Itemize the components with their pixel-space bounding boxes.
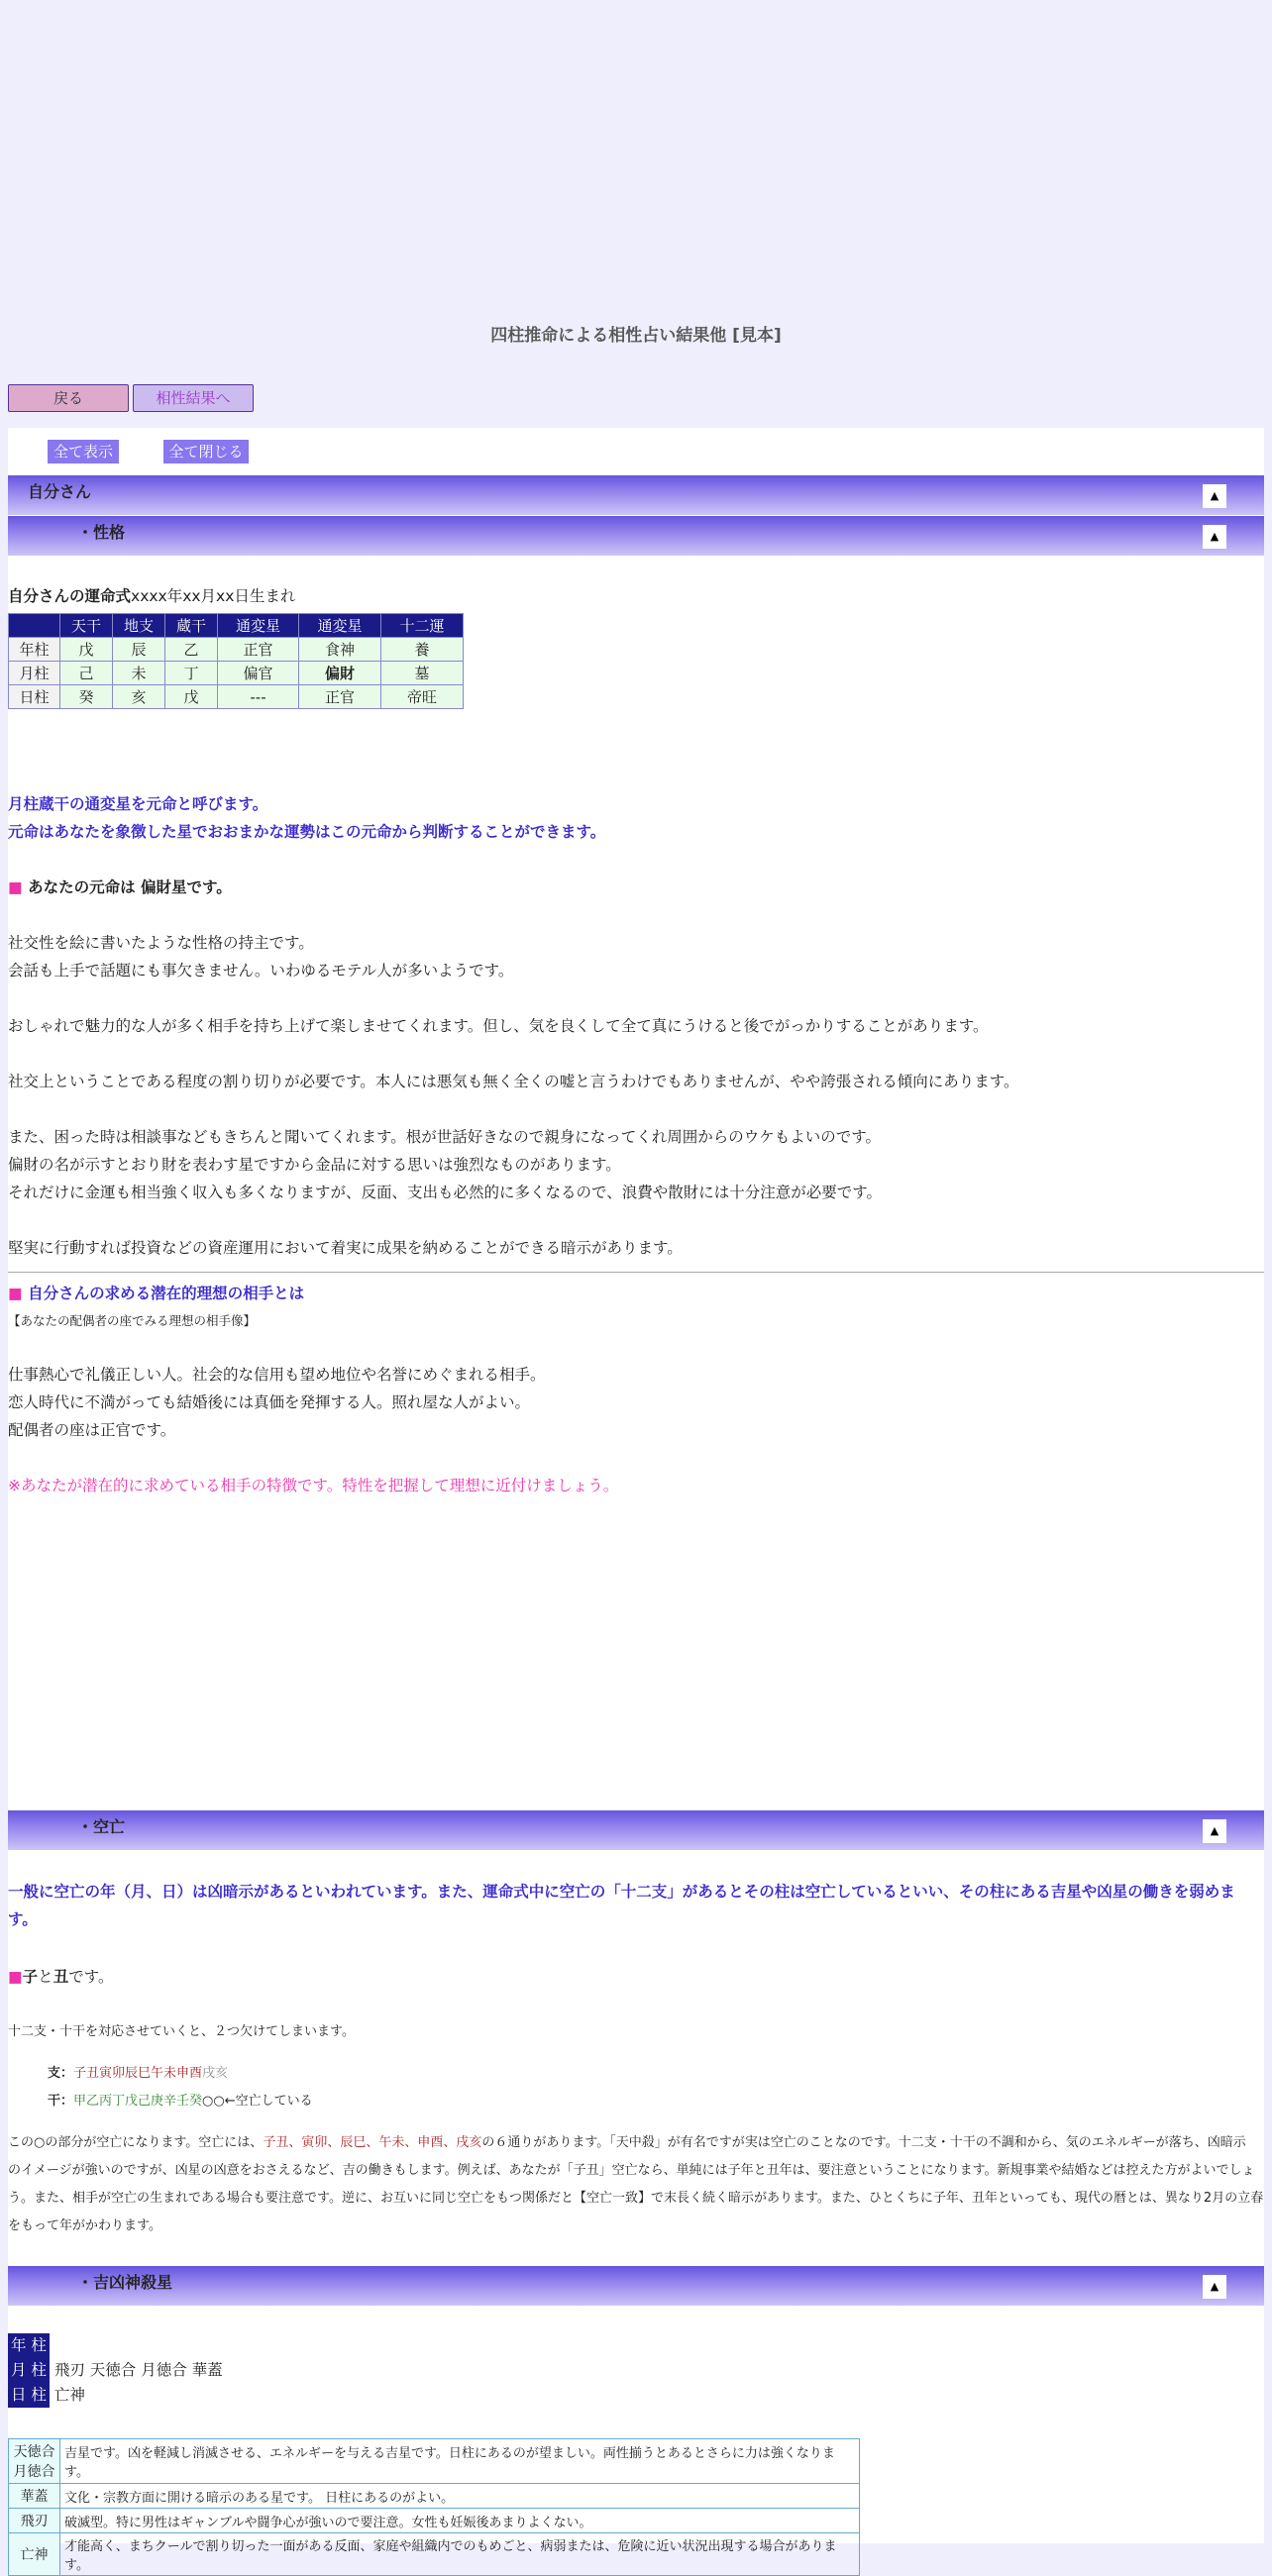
ideal-title <box>8 1280 304 1307</box>
genmei-suffix: です。 <box>186 878 232 896</box>
table-cell: 戊 <box>165 685 218 709</box>
table-cell: 未 <box>113 662 165 685</box>
pillar-row <box>8 2333 223 2358</box>
table-cell: --- <box>218 685 299 709</box>
shi-line <box>48 2060 228 2088</box>
bullet-icon: ■ <box>8 878 23 896</box>
table-cell: 癸 <box>60 685 113 709</box>
star-key: 飛刃 <box>9 2509 60 2533</box>
desc-text: の６通りがあります。「天中殺」が有名ですが実は空亡のことなのです。十二支・十干の不調和から、気のエネルギーが落ち、凶暗示 <box>481 2135 1246 2150</box>
result-button[interactable]: 相性結果へ <box>133 384 254 412</box>
kuubou-desc-4: をもって年がかわります。 <box>8 2218 161 2233</box>
table-header: 蔵干 <box>165 614 218 638</box>
table-cell: 帝旺 <box>381 685 464 709</box>
star-desc: 文化・宗教方面に開ける暗示のある星です。 日柱にあるのがよい。 <box>60 2484 860 2509</box>
section-self-header[interactable] <box>8 475 1264 515</box>
table-cell: 丁 <box>165 662 218 685</box>
top-blank-area <box>0 0 1272 319</box>
table-cell: 食神 <box>299 638 381 662</box>
table-cell: 辰 <box>113 638 165 662</box>
kuubou-a: 子 <box>22 1968 39 1986</box>
table-row <box>9 2509 860 2533</box>
kuubou-intro: 一般に空亡の年（月、日）は凶暗示があるといわれています。また、運命式中に空亡の「十二支」があるとその柱は空亡しているといい、その柱にある吉星や凶星の働きを弱めます。 <box>8 1883 1235 1928</box>
table-row <box>9 638 464 662</box>
kuubou-result <box>8 1963 113 1991</box>
section-kichikyou-title: ・吉凶神殺星 <box>77 2273 173 2292</box>
personality-text: 会話も上手で話題にも事欠きません。いわゆるモテル人が多いようです。 <box>8 962 514 979</box>
intro-line-2: 元命はあなたを象徴した星でおおまかな運勢はこの元命から判断することができます。 <box>8 823 606 841</box>
table-row <box>9 2484 860 2509</box>
section-personality-header[interactable] <box>8 516 1264 556</box>
row-label: 月柱 <box>9 662 60 685</box>
section-kichikyou-header[interactable] <box>8 2266 1264 2306</box>
shi-red: 子丑寅卯辰巳午未申酉 <box>73 2066 203 2081</box>
personality-text: 偏財の名が示すとおり財を表わす星ですから金品に対する思いは強烈なものがあります。 <box>8 1156 621 1174</box>
bullet-icon: ■ <box>8 1285 23 1302</box>
ideal-title-text: 自分さんの求める潜在的理想の相手とは <box>28 1285 305 1302</box>
row-label: 日柱 <box>9 685 60 709</box>
star-key: 亡神 <box>9 2533 60 2576</box>
ideal-text: 仕事熱心で礼儀正しい人。社会的な信用も望め地位や名誉にめぐまれる相手。 <box>8 1366 546 1384</box>
kuubou-suffix: です。 <box>68 1968 114 1986</box>
star-key: 華蓋 <box>9 2484 60 2509</box>
table-row <box>9 662 464 685</box>
genmei-line <box>8 874 232 901</box>
table-cell: 己 <box>60 662 113 685</box>
show-all-button[interactable]: 全て表示 <box>48 440 119 464</box>
kuubou-b: 丑 <box>53 1968 69 1986</box>
meishiki-title <box>8 584 295 606</box>
collapse-icon[interactable]: ▲ <box>1203 2275 1226 2299</box>
table-cell: 養 <box>381 638 464 662</box>
collapse-icon[interactable]: ▲ <box>1203 525 1226 549</box>
table-header-row <box>9 614 464 638</box>
personality-text: 社交上ということである程度の割り切りが必要です。本人には悪気も無く全くの嘘と言うわけでもありませんが、やや誇張される傾向にあります。 <box>8 1073 1019 1090</box>
desc-pairs: 子丑、寅卯、辰巳、午未、申酉、戌亥 <box>263 2135 482 2150</box>
ideal-subtitle: 【あなたの配偶者の座でみる理想の相手像】 <box>8 1313 257 1328</box>
table-cell: 乙 <box>165 638 218 662</box>
table-header: 通変星 <box>299 614 381 638</box>
star-key: 天徳合 月徳合 <box>9 2439 60 2484</box>
bullet-icon: ■ <box>8 1968 23 1986</box>
pillar-label: 日 柱 <box>8 2383 50 2408</box>
section-kuubou-title: ・空亡 <box>77 1817 126 1836</box>
back-button[interactable]: 戻る <box>8 384 129 412</box>
kuubou-mid: と <box>38 1968 53 1986</box>
stars-description-table <box>8 2438 860 2576</box>
kuubou-explain: 十二支・十干を対応させていくと、２つ欠けてしまいます。 <box>8 2024 355 2039</box>
pillar-label: 月 柱 <box>8 2358 50 2383</box>
toggle-row <box>8 428 1264 475</box>
personality-text: 社交性を絵に書いたような性格の持主です。 <box>8 934 314 952</box>
table-cell: 戊 <box>60 638 113 662</box>
main-content <box>8 428 1264 2573</box>
table-header <box>9 614 60 638</box>
star-desc: 破滅型。特に男性はギャンブルや闘争心が強いので要注意。女性も妊娠後あまりよくない。 <box>60 2509 860 2533</box>
table-header: 通変星 <box>218 614 299 638</box>
table-cell: 正官 <box>218 638 299 662</box>
pillar-row <box>8 2383 223 2408</box>
ideal-note: ※あなたが潜在的に求めている相手の特徴です。特性を把握して理想に近付けましょう。 <box>8 1477 619 1494</box>
personality-text: また、困った時は相談事などもきちんと聞いてくれます。根が世話好きなので親身になってくれ周囲からのウケもよいのです。 <box>8 1128 882 1146</box>
page-title: 四柱推命による相性占い結果他 [見本] <box>490 326 782 346</box>
table-cell: 亥 <box>113 685 165 709</box>
pillar-row <box>8 2358 223 2383</box>
section-personality-title: ・性格 <box>77 523 126 542</box>
table-row <box>9 685 464 709</box>
desc-text: この○の部分が空亡になります。空亡には、 <box>8 2135 264 2150</box>
table-row <box>9 2439 860 2484</box>
star-desc: 吉星です。凶を軽減し消滅させる、エネルギーを与える吉星です。日柱にあるのが望ましい。両性揃うとあるとさらに力は強くなります。 <box>60 2439 860 2484</box>
intro-line-1: 月柱蔵干の通変星を元命と呼びます。 <box>8 795 268 813</box>
kan-line <box>48 2088 313 2115</box>
table-header: 天干 <box>60 614 113 638</box>
genmei-star: 偏財星 <box>140 878 187 896</box>
shi-rest: 戌亥 <box>202 2066 229 2081</box>
collapse-icon[interactable]: ▲ <box>1203 484 1226 508</box>
pillar-label: 年 柱 <box>8 2333 50 2358</box>
kuubou-desc-1 <box>8 2129 1264 2157</box>
close-all-button[interactable]: 全て閉じる <box>163 440 249 464</box>
table-cell: 正官 <box>299 685 381 709</box>
ideal-text: 恋人時代に不満がっても結婚後には真価を発揮する人。照れ屋な人がよい。 <box>8 1393 531 1411</box>
genmei-prefix: あなたの元命は <box>28 878 136 896</box>
row-label: 年柱 <box>9 638 60 662</box>
meishiki-table <box>8 613 464 709</box>
meishiki-birth: xxxx年xx月xx日生まれ <box>131 587 296 605</box>
kan-label: 干： <box>48 2094 74 2109</box>
pillar-stars-text: 飛刃 天徳合 月徳合 華蓋 <box>53 2361 223 2379</box>
kan-green: 甲乙丙丁戊己庚辛壬癸 <box>73 2094 203 2109</box>
table-cell: 偏官 <box>218 662 299 685</box>
divider <box>8 1272 1264 1273</box>
personality-text: それだけに金運も相当強く収入も多くなりますが、反面、支出も必然的に多くなるので、浪費や散財には十分注意が必要です。 <box>8 1184 882 1201</box>
kuubou-desc-2: のイメージが強いのですが、凶星の凶意をおさえるなど、吉の働きもします。例えば、あなたが「子丑」空亡なら、単純には子年と丑年は、要注意ということになります。新規事業や結婚などは控えた方がよいでしょ <box>8 2163 1255 2178</box>
ideal-text: 配偶者の座は正官です。 <box>8 1421 176 1439</box>
personality-text: 堅実に行動すれば投資などの資産運用において着実に成果を納めることができる暗示があります。 <box>8 1239 683 1257</box>
table-cell: 墓 <box>381 662 464 685</box>
section-self-title: 自分さん <box>28 482 92 501</box>
star-desc: 才能高く、まちクールで割り切った一面がある反面、家庭や組織内でのもめごと、病弱または、危険に近い状況出現する場合があります。 <box>60 2533 860 2576</box>
collapse-icon[interactable]: ▲ <box>1203 1819 1226 1843</box>
table-cell-genmei: 偏財 <box>299 662 381 685</box>
kuubou-desc-3: う。また、相手が空亡の生まれである場合も要注意です。逆に、お互いに同じ空亡をもつ関係だと【空亡一致】で末長く続く暗示があります。また、ひとくちに子年、丑年といっても、現代の暦とは、異なり2月の立春 <box>8 2191 1264 2206</box>
kan-rest: ○○←空亡している <box>202 2094 313 2109</box>
nav-row <box>0 384 1272 426</box>
section-kuubou-header[interactable] <box>8 1810 1264 1850</box>
table-header: 地支 <box>113 614 165 638</box>
pillar-stars-text: 亡神 <box>53 2386 85 2404</box>
shi-label: 支： <box>48 2066 74 2081</box>
table-row <box>9 2533 860 2576</box>
pillar-stars <box>8 2333 223 2408</box>
meishiki-name: 自分さんの運命式 <box>8 587 132 605</box>
personality-text: おしゃれで魅力的な人が多く相手を持ち上げて楽しませてくれます。但し、気を良くして全て真にうけると後でがっかりすることがあります。 <box>8 1017 989 1035</box>
table-header: 十二運 <box>381 614 464 638</box>
